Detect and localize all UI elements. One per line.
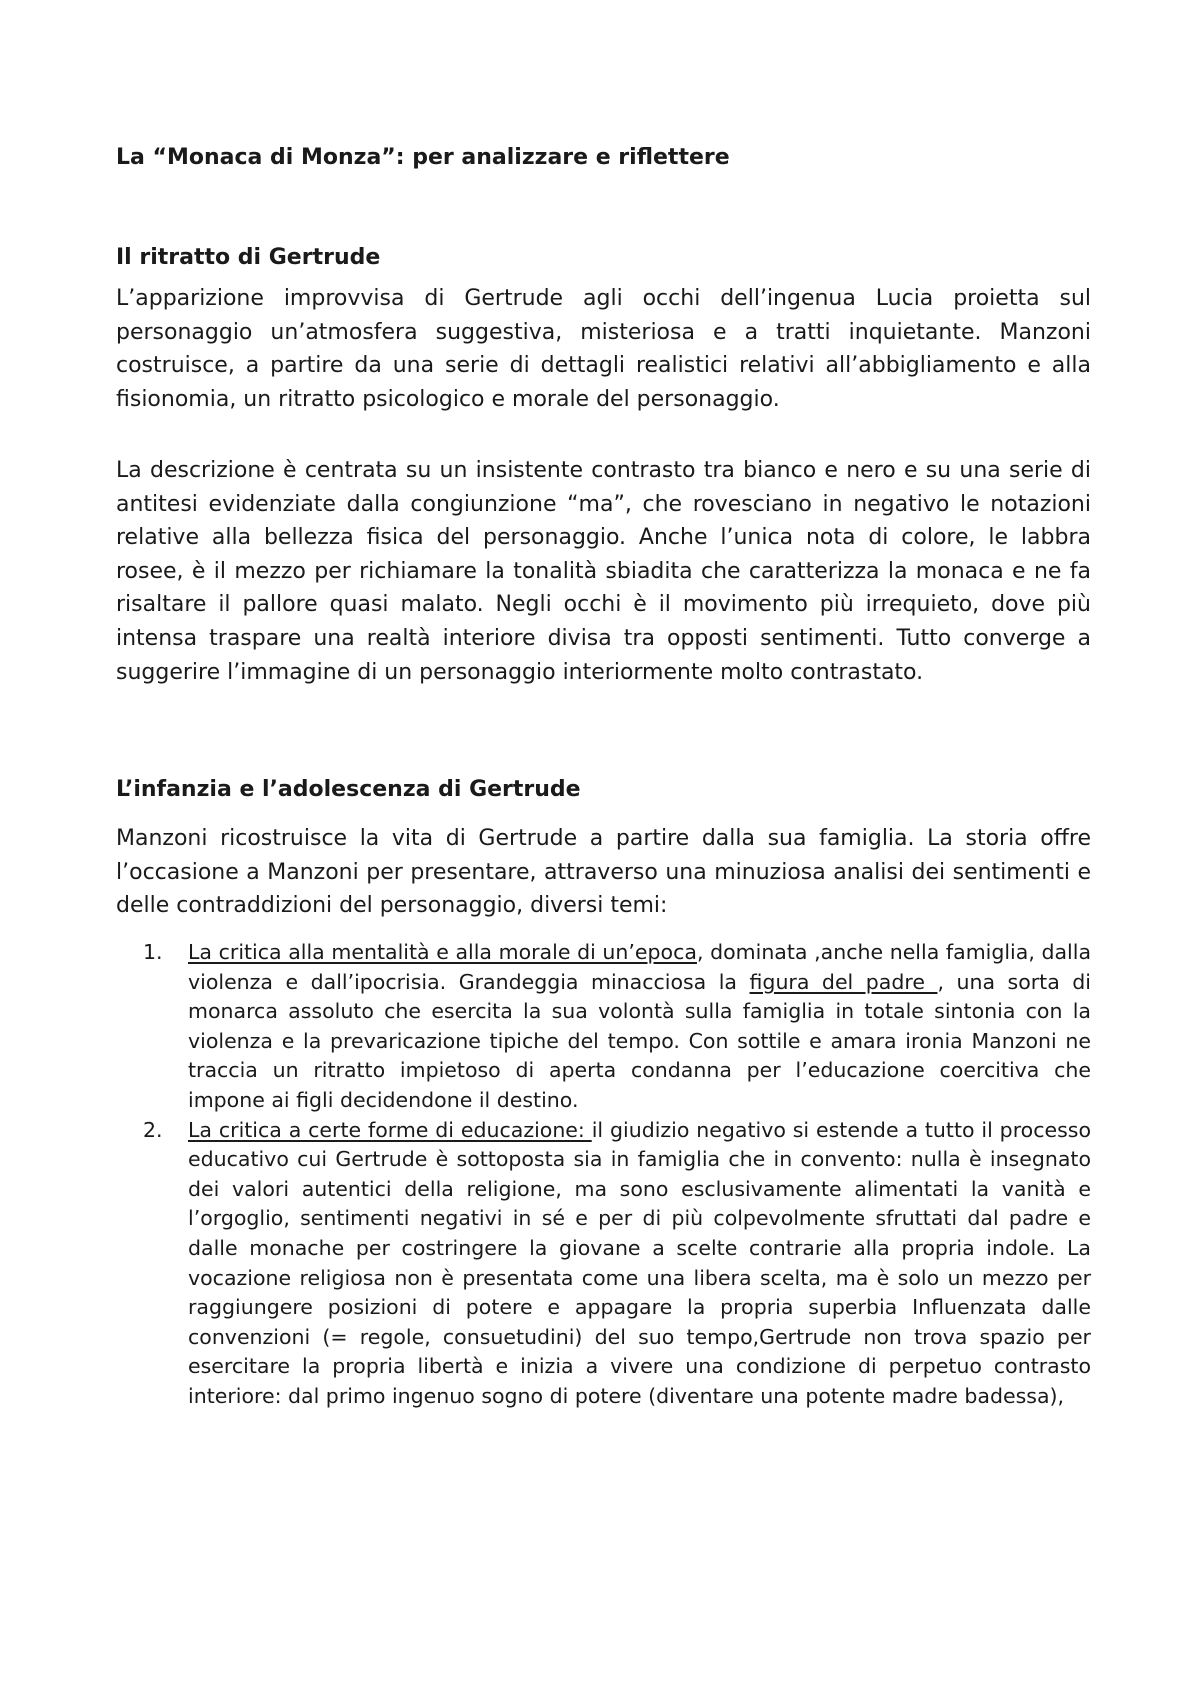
paragraph-ritratto-2: La descrizione è centrata su un insistente contrasto tra bianco e nero e su una serie di antitesi evidenziate dalla congiunzione “ma”, che rovesciano in negativo le notazioni relative alla bellezza fisica del personaggio. Anche l’unica nota di colore, le labbra rosee, è il mezzo per richiamare la tonalità sbiadita che caratterizza la monaca e ne fa risaltare il pallore quasi malato. Negli occhi è il movimento più irrequieto, dove più intensa traspare una realtà interiore divisa tra opposti sentimenti. Tutto converge a suggerire l’immagine di un personaggio interiormente molto contrastato.: [116, 458, 1091, 685]
list-text: il giudizio negativo si estende a tutto il processo educativo cui Gertrude è sottoposta sia in famiglia che in convento: nulla è insegnato dei valori autentici della religione, ma sono esclusivamente alimentati la vanità e l’orgoglio, sentimenti negativi in sé e per di più colpevolmente sfruttati dal padre e dalle monache per costringere la giovane a scelte contrarie alla propria indole. La vocazione religiosa non è presentata come una libera scelta, ma è solo un mezzo per raggiungere posizioni di potere e appagare la propria superbia Influenzata dalle convenzioni (= regole, consuetudini) del suo tempo,Gertrude non trova spazio per esercitare la propria libertà e inizia a vivere una condizione di perpetuo contrasto interiore: dal primo ingenuo sogno di potere (diventare una potente madre badessa),: [188, 1117, 1092, 1408]
list-item: [116, 1116, 1091, 1412]
underlined-phrase: La critica alla mentalità e alla morale di un’epoca: [188, 940, 697, 964]
list-text: , dominata ,anche nella famiglia, dalla violenza e dall’ipocrisia. Grandeggia minacciosa la: [188, 940, 1092, 994]
underlined-phrase: figura del padre: [749, 969, 938, 994]
themes-list: [116, 938, 1091, 1412]
list-text: , una sorta di monarca assoluto che esercita la sua volontà sulla famiglia in totale sintonia con la violenza e la prevaricazione tipiche del tempo. Con sottile e amara ironia Manzoni ne traccia un ritratto impietoso di aperta condanna per l’educazione coercitiva che impone ai figli decidendone il destino.: [188, 969, 1091, 1112]
section-heading-infanzia: L’infanzia e l’adolescenza di Gertrude: [116, 777, 581, 802]
document-title: La “Monaca di Monza”: per analizzare e riflettere: [116, 145, 730, 170]
list-number: 1.: [143, 940, 163, 964]
list-number: 2.: [143, 1117, 163, 1142]
section-heading-ritratto: Il ritratto di Gertrude: [116, 245, 381, 270]
list-item: [116, 938, 1091, 1116]
paragraph-ritratto-1: L’apparizione improvvisa di Gertrude agli occhi dell’ingenua Lucia proietta sul personaggio un’atmosfera suggestiva, misteriosa e a tratti inquietante. Manzoni costruisce, a partire da una serie di dettagli realistici relativi all’abbigliamento e alla fisionomia, un ritratto psicologico e morale del personaggio.: [116, 286, 1091, 412]
underlined-phrase: La critica a certe forme di educazione:: [188, 1117, 592, 1142]
paragraph-infanzia-intro: Manzoni ricostruisce la vita di Gertrude a partire dalla sua famiglia. La storia offre l’occasione a Manzoni per presentare, attraverso una minuziosa analisi dei sentimenti e delle contraddizioni del personaggio, diversi temi:: [116, 826, 1091, 919]
